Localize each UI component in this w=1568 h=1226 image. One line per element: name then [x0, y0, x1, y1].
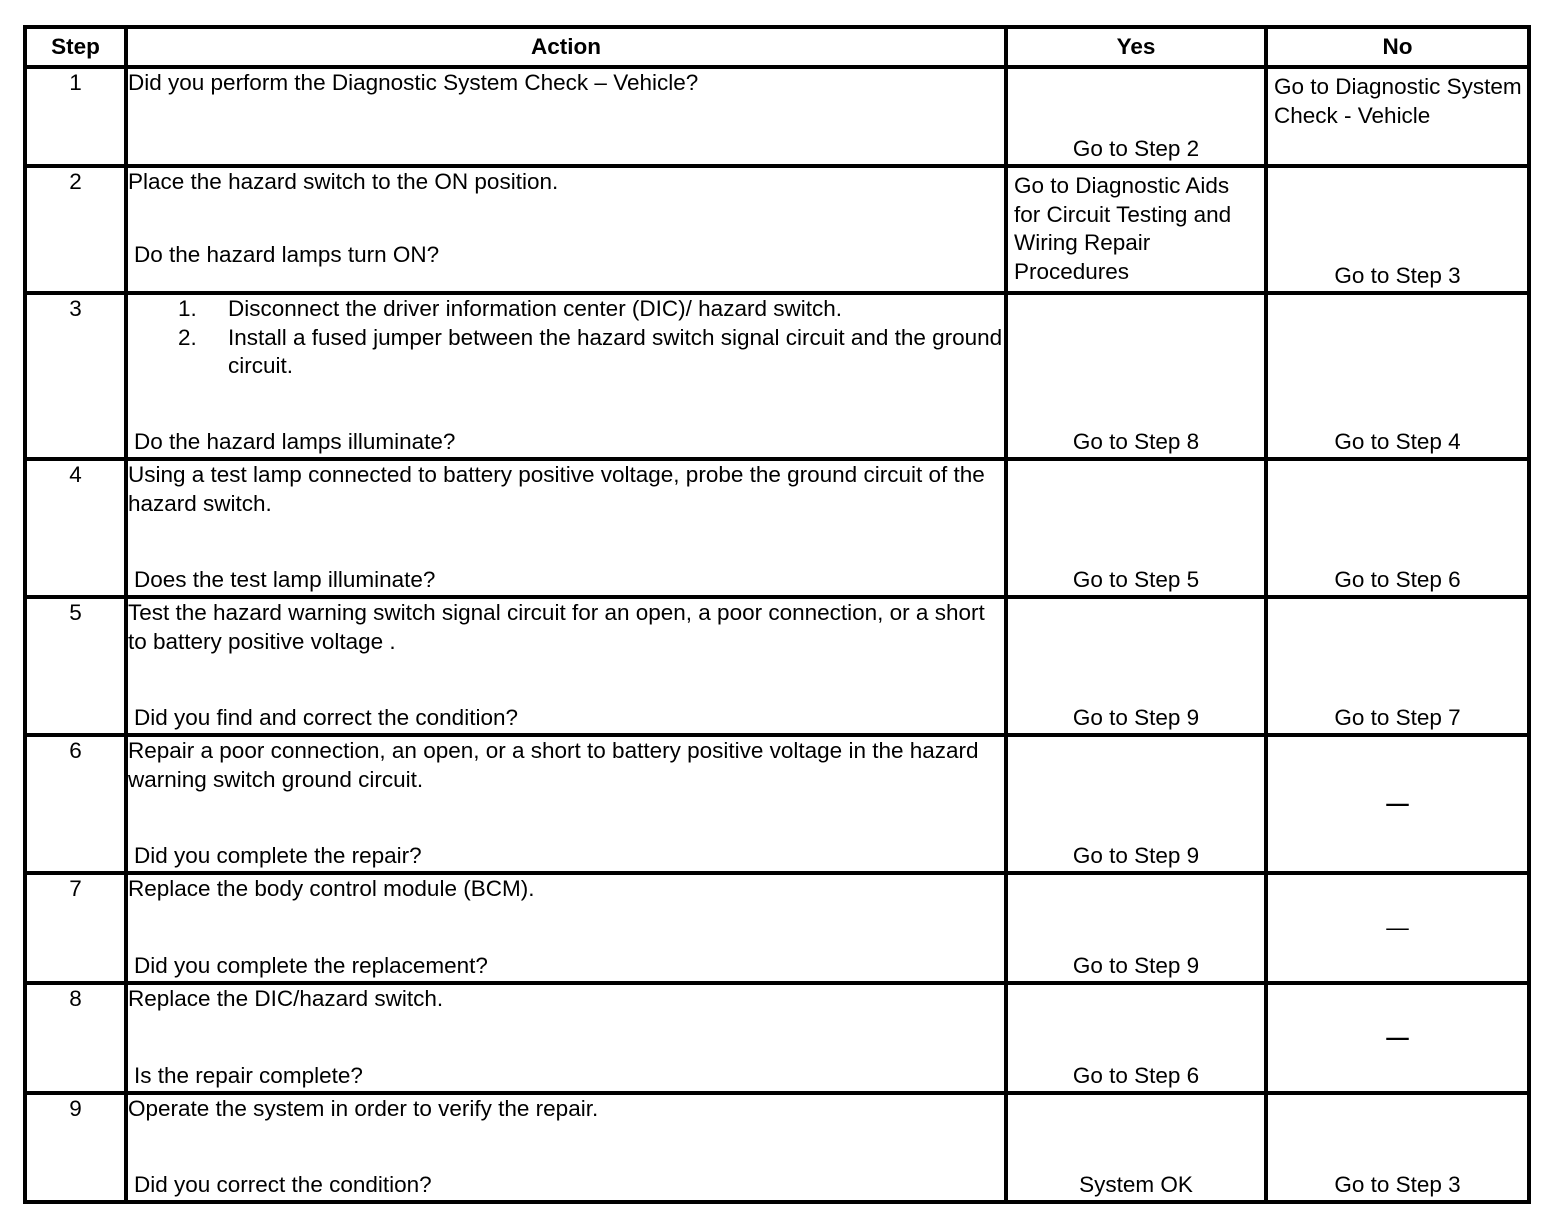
step-number: 7: [25, 873, 126, 983]
yes-text: Go to Step 9: [1072, 952, 1200, 978]
yes-text: Go to Diagnostic Aids for Circuit Testing and Wiring Repair Procedures: [1014, 173, 1232, 284]
action-cell: [126, 983, 1006, 1093]
yes-text: Go to Step 8: [1072, 428, 1200, 454]
action-cell: [126, 67, 1006, 166]
action-question: Does the test lamp illuminate?: [134, 566, 436, 592]
list-item-number: 2.: [178, 324, 197, 350]
step-number: 3: [25, 293, 126, 459]
action-cell: [126, 873, 1006, 983]
step-number: 5: [25, 597, 126, 735]
yes-cell: [1006, 1093, 1266, 1202]
no-cell: [1266, 293, 1529, 459]
action-cell: [126, 1093, 1006, 1202]
step-number: 9: [25, 1093, 126, 1202]
yes-text: Go to Step 5: [1072, 566, 1200, 592]
yes-cell: [1006, 293, 1266, 459]
action-cell: [126, 597, 1006, 735]
action-question: Did you correct the condition?: [134, 1171, 432, 1197]
action-question: Did you find and correct the condition?: [134, 704, 518, 730]
action-text: Replace the body control module (BCM).: [128, 876, 535, 901]
no-cell: [1266, 166, 1529, 293]
action-text: Operate the system in order to verify the repair.: [128, 1096, 599, 1121]
no-text: Go to Step 3: [1334, 1171, 1461, 1197]
no-text: Go to Step 6: [1334, 566, 1461, 592]
table-row: [25, 459, 1529, 597]
diagnostic-table: [23, 25, 1531, 1204]
yes-text: Go to Step 6: [1072, 1062, 1200, 1088]
header-action: Action: [126, 27, 1006, 67]
action-cell: [126, 735, 1006, 873]
yes-text: Go to Step 2: [1072, 135, 1200, 161]
no-cell: [1266, 597, 1529, 735]
yes-cell: [1006, 873, 1266, 983]
step-number: 8: [25, 983, 126, 1093]
no-text: Go to Step 4: [1334, 428, 1461, 454]
no-cell: [1266, 873, 1529, 983]
no-cell: [1266, 459, 1529, 597]
table-row: [25, 293, 1529, 459]
yes-cell: [1006, 459, 1266, 597]
action-list: [128, 295, 1004, 381]
list-item-text: Disconnect the driver information center (DIC)/ hazard switch.: [228, 296, 842, 321]
yes-cell: [1006, 597, 1266, 735]
no-text: —: [1386, 790, 1409, 816]
table-row: [25, 67, 1529, 166]
table-row: [25, 735, 1529, 873]
header-row: [25, 27, 1529, 67]
action-cell: [126, 293, 1006, 459]
table-row: [25, 597, 1529, 735]
yes-text: Go to Step 9: [1072, 704, 1200, 730]
action-cell: [126, 166, 1006, 293]
action-text: Repair a poor connection, an open, or a short to battery positive voltage in the hazard warning switch ground circuit.: [128, 738, 979, 792]
yes-text: Go to Step 9: [1072, 842, 1200, 868]
no-text: —: [1386, 914, 1409, 940]
table-row: [25, 1093, 1529, 1202]
action-text: Replace the DIC/hazard switch.: [128, 986, 444, 1011]
no-text: Go to Diagnostic System Check - Vehicle: [1274, 74, 1522, 128]
no-text: Go to Step 7: [1334, 704, 1461, 730]
step-number: 1: [25, 67, 126, 166]
no-cell: [1266, 735, 1529, 873]
no-cell: [1266, 1093, 1529, 1202]
header-yes: Yes: [1006, 27, 1266, 67]
action-text: Using a test lamp connected to battery positive voltage, probe the ground circuit of the hazard switch.: [128, 462, 985, 516]
action-question: Is the repair complete?: [134, 1062, 363, 1088]
yes-text: System OK: [1079, 1171, 1193, 1197]
step-number: 2: [25, 166, 126, 293]
table-row: [25, 983, 1529, 1093]
action-question: Do the hazard lamps illuminate?: [134, 428, 456, 454]
action-question: Did you complete the replacement?: [134, 952, 488, 978]
list-item: [178, 324, 1004, 381]
header-no: No: [1266, 27, 1529, 67]
table-row: [25, 166, 1529, 293]
action-question: Did you complete the repair?: [134, 842, 422, 868]
list-item-text: Install a fused jumper between the hazard switch signal circuit and the ground circuit.: [228, 324, 1003, 378]
list-item: [178, 295, 1004, 324]
no-text: Go to Step 3: [1334, 262, 1461, 288]
step-number: 4: [25, 459, 126, 597]
yes-cell: [1006, 983, 1266, 1093]
table-row: [25, 873, 1529, 983]
no-text: —: [1386, 1024, 1409, 1050]
action-question: Do the hazard lamps turn ON?: [134, 241, 440, 267]
header-step: Step: [25, 27, 126, 67]
yes-cell: [1006, 67, 1266, 166]
action-text: Test the hazard warning switch signal circuit for an open, a poor connection, or a short to battery positive voltage .: [128, 600, 985, 654]
step-number: 6: [25, 735, 126, 873]
action-text: Place the hazard switch to the ON position.: [128, 169, 559, 194]
yes-cell: [1006, 735, 1266, 873]
no-cell: [1266, 67, 1529, 166]
yes-cell: [1006, 166, 1266, 293]
no-cell: [1266, 983, 1529, 1093]
action-cell: [126, 459, 1006, 597]
action-text: Did you perform the Diagnostic System Check – Vehicle?: [128, 70, 699, 95]
list-item-number: 1.: [178, 296, 197, 321]
